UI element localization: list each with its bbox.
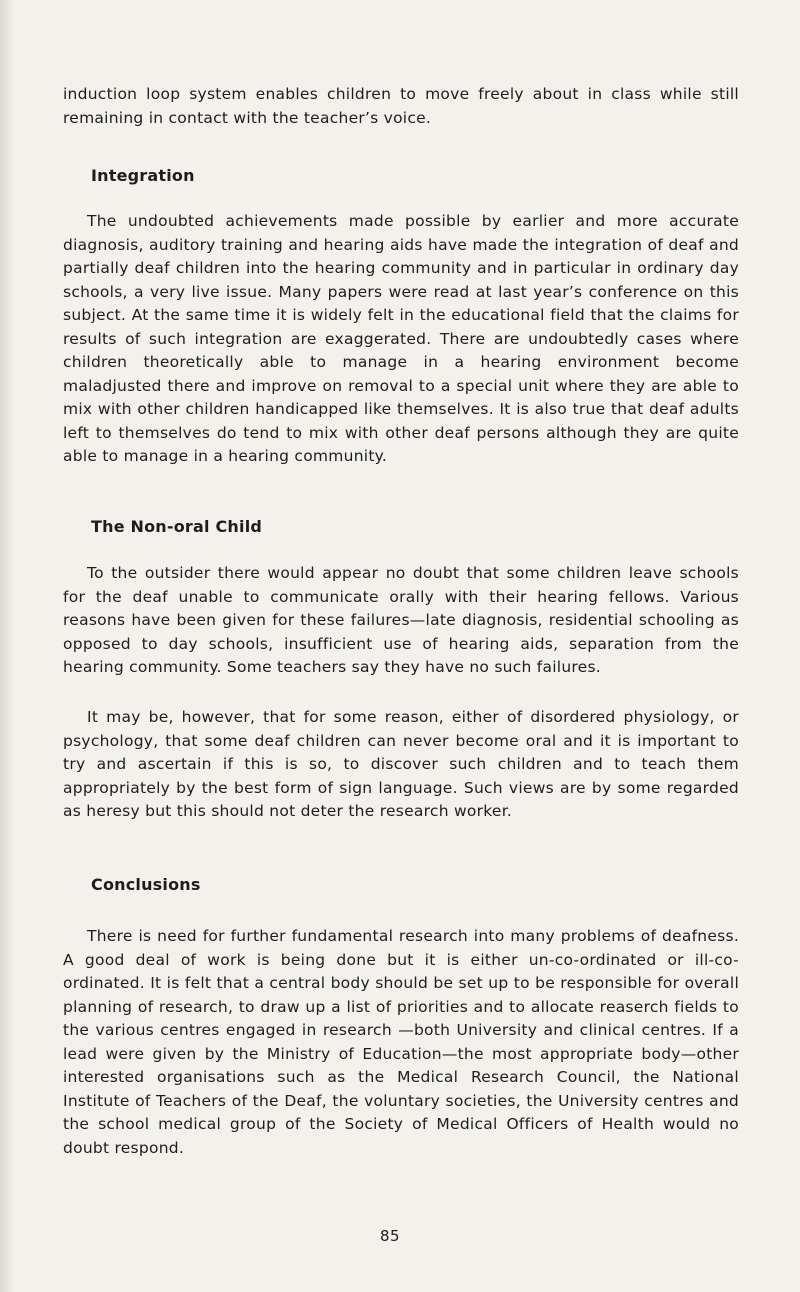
page-edge-shadow (0, 0, 14, 1292)
heading-integration: Integration (91, 166, 195, 185)
intro-paragraph: induction loop system enables children to move freely about in class while still remaining in contact with the teacher’s voice. (63, 85, 739, 127)
heading-non-oral-child: The Non-oral Child (91, 517, 263, 536)
conclusions-paragraph: There is need for further fundamental research into many problems of deafness. A good deal of work is being done but it is either un-co-ordinated or ill-co-ordinated. It is felt that a central body should be set up to be responsible for overall planning of research, to draw up a list of priorities and to allocate reaserch fields to the various centres engaged in research —both University and clinical centres. If a lead were given by the Ministry of Education—the most appropriate body—other interested organisations such as the Medical Research Council, the National Institute of Teachers of the Deaf, the voluntary societies, the University centres and the school medical group of the Society of Medical Officers of Health would no doubt respond. (63, 927, 739, 1157)
heading-conclusions: Conclusions (91, 875, 201, 894)
integration-paragraph: The undoubted achievements made possible by earlier and more accurate diagnosis, auditory training and hearing aids have made the integration of deaf and partially deaf children into the hearing community and in particular in ordinary day schools, a very live issue. Many papers were read at last year’s conference on this subject. At the same time it is widely felt in the educational field that the claims for results of such integration are exaggerated. There are undoubtedly cases where children theoretically able to manage in a hearing environment become maladjusted there and improve on removal to a special unit where they are able to mix with other children handicapped like themselves. It is also true that deaf adults left to themselves do tend to mix with other deaf persons although they are quite able to manage in a hearing community. (63, 212, 739, 465)
page-number: 85 (380, 1227, 401, 1245)
non-oral-paragraph-1: To the outsider there would appear no doubt that some children leave schools for the deaf unable to communicate orally with their hearing fellows. Various reasons have been given for these failures—late diagnosis, residential schooling as opposed to day schools, insufficient use of hearing aids, separation from the hearing community. Some teachers say they have no such failures. (63, 564, 739, 676)
non-oral-paragraph-2: It may be, however, that for some reason, either of disordered physiology, or psychology, that some deaf children can never become oral and it is important to try and ascertain if this is so, to discover such children and to teach them appropriately by the best form of sign language. Such views are by some regarded as heresy but this should not deter the research worker. (63, 708, 739, 820)
